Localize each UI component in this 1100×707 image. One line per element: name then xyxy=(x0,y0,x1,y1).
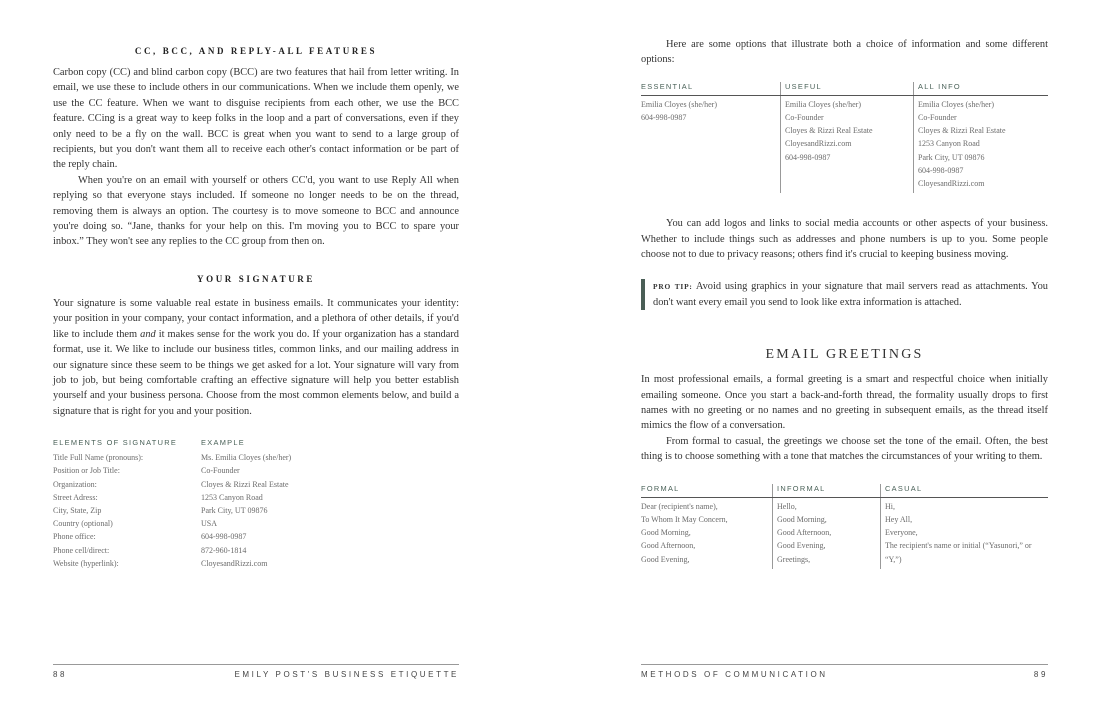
example-cell: Co-Founder xyxy=(201,466,240,476)
signature-paragraph xyxy=(53,296,459,419)
right-footer xyxy=(641,664,1048,685)
column-header-informal: INFORMAL xyxy=(773,484,881,498)
element-cell: Street Adress: xyxy=(53,492,98,502)
signature-heading: YOUR SIGNATURE xyxy=(197,273,315,284)
list-item: Good Evening, xyxy=(641,554,690,564)
useful-cell xyxy=(781,95,914,193)
pro-tip-box xyxy=(641,279,1048,310)
column-header-useful: USEFUL xyxy=(781,82,914,96)
element-cell: Phone office: xyxy=(53,532,96,542)
element-cell: Organization: xyxy=(53,479,97,489)
table-row xyxy=(53,544,459,557)
pro-tip-text xyxy=(653,279,1048,310)
cc-heading: CC, BCC, AND REPLY-ALL FEATURES xyxy=(134,46,378,56)
list-item: Good Afternoon, xyxy=(777,528,832,538)
table-header-row xyxy=(641,484,1048,498)
list-item: Co-Founder xyxy=(785,113,824,123)
element-cell: City, State, Zip xyxy=(53,505,102,515)
list-item: Good Afternoon, xyxy=(641,541,696,551)
table-row xyxy=(53,517,459,530)
list-item: Hello, xyxy=(777,501,797,511)
list-item: Emilia Cloyes (she/her) xyxy=(641,99,717,109)
list-item: Dear (recipient's name), xyxy=(641,501,718,511)
example-cell: CloyesandRizzi.com xyxy=(201,558,268,568)
list-item: Park City, UT 09876 xyxy=(918,152,985,162)
element-cell: Country (optional) xyxy=(53,519,113,529)
example-cell: USA xyxy=(201,519,218,529)
list-item: The recipient's name or initial (“Yasunori,” or “Y,”) xyxy=(885,541,1032,564)
table-row xyxy=(53,478,459,491)
signature-paragraph-emphasis: and xyxy=(140,328,156,340)
list-item: CloyesandRizzi.com xyxy=(918,179,985,189)
pro-tip-body: Avoid using graphics in your signature that mail servers read as attachments. You don't want every email you send to look like extra information is attached. xyxy=(653,281,1048,308)
column-header: EXAMPLE xyxy=(201,438,246,448)
example-cell: 872-960-1814 xyxy=(201,545,247,555)
list-item: To Whom It May Concern, xyxy=(641,514,728,524)
column-header-all-info: ALL INFO xyxy=(914,82,1049,96)
signature-elements-table xyxy=(53,438,459,570)
column-header-essential: ESSENTIAL xyxy=(641,82,781,96)
list-item: Hey All, xyxy=(885,514,913,524)
example-cell: 604-998-0987 xyxy=(201,532,247,542)
list-item: Good Evening, xyxy=(777,541,826,551)
logos-paragraph: You can add logos and links to social media accounts or other aspects of your business. Whether to include things such as addresses and phone numbers is up to you. Some people choose not to due to privacy reasons; others find it's crucial to keeping business moving. xyxy=(641,218,1048,261)
column-header: ELEMENTS OF SIGNATURE xyxy=(53,438,178,448)
list-item: Cloyes & Rizzi Real Estate xyxy=(918,126,1006,136)
pro-tip-accent-bar xyxy=(641,279,645,310)
column-header-formal: FORMAL xyxy=(641,484,773,498)
table-row xyxy=(53,451,459,464)
running-title-right: METHODS OF COMMUNICATION xyxy=(641,670,828,679)
signature-options-table xyxy=(641,82,1048,193)
signature-paragraph-part-2: it makes sense for the work you do. If your organization has a standard format, use it. We like to include our business titles, common links, and our mailing address in our signature since these seem to be things we get asked for a lot. Your signature will vary from job to job, but being comfortable crafting an effective signature will help you better establish yourself and your business persona. Choose from the most common elements below, and build a signature that is right for you and your position. xyxy=(53,328,459,417)
example-cell: 1253 Canyon Road xyxy=(201,492,263,502)
cc-paragraph-2: When you're on an email with yourself or others CC'd, you want to use Reply All when replying so that everyone stays included. If someone no longer needs to be on the thread, removing them is always an option. The courtesy is to move someone to BCC and announce you're doing so. “Jane, thanks for your help on this. I'm moving you to BCC to spare your inbox.” They won't see any replies to the CC group from then on. xyxy=(53,174,459,248)
essential-cell xyxy=(641,95,781,193)
example-cell: Park City, UT 09876 xyxy=(201,505,268,515)
table-row xyxy=(641,497,1048,569)
all-info-cell xyxy=(914,95,1049,193)
list-item: 604-998-0987 xyxy=(785,152,831,162)
table-row xyxy=(53,491,459,504)
table-row xyxy=(53,504,459,517)
table-header-row xyxy=(641,82,1048,96)
table-row xyxy=(53,464,459,477)
page-number-left: 88 xyxy=(53,670,68,679)
element-cell: Phone cell/direct: xyxy=(53,545,110,555)
list-item: 604-998-0987 xyxy=(641,113,687,123)
greetings-table xyxy=(641,484,1048,569)
list-item: 1253 Canyon Road xyxy=(918,139,980,149)
example-cell: Ms. Emilia Cloyes (she/her) xyxy=(201,453,292,463)
table-header-row xyxy=(53,438,459,451)
greetings-paragraph-1: In most professional emails, a formal greeting is a smart and respectful choice when initially emailing someone. Once you start a back-and-forth thread, the formality usually drops to first names with no greeting or no names and no greeting in subsequent emails, as the thread itself mimics the flow of a conversation. xyxy=(641,374,1048,432)
list-item: Emilia Cloyes (she/her) xyxy=(785,99,861,109)
greetings-heading: EMAIL GREETINGS xyxy=(765,347,924,363)
table-row xyxy=(53,530,459,543)
greetings-paragraph-2: From formal to casual, the greetings we choose set the tone of the email. Often, the best thing is to choose something with a tone that matches the circumstances of your writing to them. xyxy=(641,435,1048,463)
signature-paragraph-part-1: Your signature is some valuable real estate in business emails. It communicates your identity: your position in your company, your contact information, and a plethora of other details, if you'd like to include them xyxy=(53,297,459,340)
options-intro: Here are some options that illustrate both a choice of information and some different options: xyxy=(641,39,1048,66)
list-item: Everyone, xyxy=(885,528,918,538)
list-item: Good Morning, xyxy=(777,514,827,524)
list-item: Co-Founder xyxy=(918,113,957,123)
list-item: Good Morning, xyxy=(641,528,691,538)
element-cell: Position or Job Title: xyxy=(53,466,120,476)
list-item: Hi, xyxy=(885,501,895,511)
element-cell: Title Full Name (pronouns): xyxy=(53,453,144,463)
pro-tip-label: PRO TIP: xyxy=(653,282,693,292)
left-footer xyxy=(53,664,459,685)
informal-cell xyxy=(773,497,881,569)
left-page xyxy=(53,0,459,570)
table-row xyxy=(641,95,1048,193)
page-number-right: 89 xyxy=(1033,670,1048,679)
formal-cell xyxy=(641,497,773,569)
right-page xyxy=(641,0,1048,569)
running-title-left: EMILY POST'S BUSINESS ETIQUETTE xyxy=(234,670,459,679)
element-cell: Website (hyperlink): xyxy=(53,558,119,568)
list-item: Greetings, xyxy=(777,554,811,564)
cc-paragraph-1: Carbon copy (CC) and blind carbon copy (BCC) are two features that hail from letter writing. In email, we use these to include others in our communications. When we include them openly, we use the CC feature. When we want to disguise recipients from each other, we use the BCC feature. CCing is a great way to keep folks in the loop and a part of conversations, even if they only need to be a fly on the wall. BCC is great when you want to send to a large group of recipients, but you don't want them all to receive each other's contact information or be part of the reply chain. xyxy=(53,67,459,171)
column-header-casual: CASUAL xyxy=(881,484,1049,498)
list-item: Emilia Cloyes (she/her) xyxy=(918,99,994,109)
list-item: CloyesandRizzi.com xyxy=(785,139,852,149)
example-cell: Cloyes & Rizzi Real Estate xyxy=(201,479,289,489)
table-row xyxy=(53,557,459,570)
list-item: 604-998-0987 xyxy=(918,165,964,175)
casual-cell xyxy=(881,497,1049,569)
list-item: Cloyes & Rizzi Real Estate xyxy=(785,126,873,136)
